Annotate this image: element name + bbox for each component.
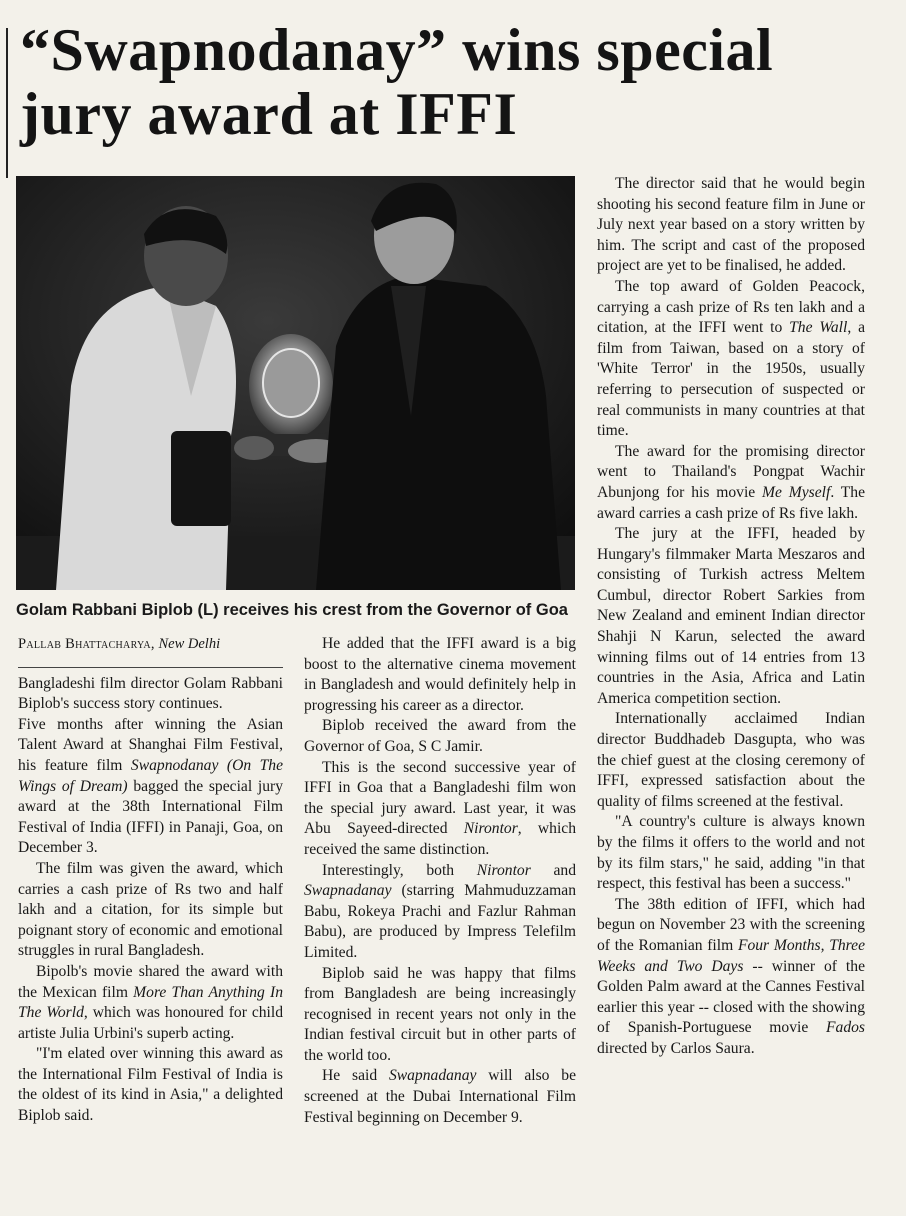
film-title: Swapnadanay	[388, 1067, 477, 1085]
photo-caption: Golam Rabbani Biplob (L) receives his crest from the Governor of Goa	[16, 601, 568, 619]
film-title: Nirontor	[476, 861, 531, 879]
column-rule	[6, 28, 8, 178]
film-title: Fados	[826, 1019, 865, 1037]
paragraph: The top award of Golden Peacock, carrying a cash prize of Rs ten lakh and a citation, at the IFFI went to The Wall, a film from Taiwan, based on a story of 'White Terror' in the 1950s, usually referring to persecution of suspected or real communists in many countries at that time.	[597, 277, 866, 440]
paragraph: This is the second successive year of IFFI in Goa that a Bangladeshi film won the special jury award. Last year, it was Abu Sayeed-directed Nirontor, which received the same distinction.	[304, 758, 576, 858]
paragraph: Biplob said he was happy that films from Bangladesh are being increasingly recognised in recent years not only in the Indian festival circuit but in other parts of the world too.	[304, 964, 576, 1064]
paragraph: The 38th edition of IFFI, which had begun on November 23 with the screening of the Romanian film Four Months, Three Weeks and Two Days -- winner of the Golden Palm award at the Cannes Festival earlier this year -- closed with the showing of Spanish-Portuguese movie Fados directed by Carlos Saura.	[597, 895, 866, 1057]
paragraph: The director said that he would begin shooting his second feature film in June or July next year based on a story written by him. The script and cast of the proposed project are yet to be finalised, he added.	[597, 175, 865, 275]
film-title: Nirontor	[463, 820, 518, 838]
paragraph: "I'm elated over winning this award as the International Film Festival of India is the oldest of its kind in Asia," a delighted Biplob said.	[18, 1045, 283, 1125]
byline-author: Pallab Bhattacharya,	[18, 636, 155, 652]
byline	[18, 634, 283, 668]
film-title: Swapnadanay	[304, 882, 392, 900]
film-title: Me Myself	[762, 483, 831, 501]
photo-illustration	[16, 176, 575, 590]
paragraph: The jury at the IFFI, headed by Hungary's filmmaker Marta Meszaros and consisting of Turkish actress Meltem Cumbul, director Robert Sarkies from New Zealand and eminent Indian director Shahji N Karun, selected the award winning films out of 14 entries from 13 countries in the Asia, Africa and Latin America competition section.	[597, 525, 865, 707]
film-title: Four Months, Three Weeks and Two Days	[597, 936, 866, 975]
paragraph: The award for the promising director went to Thailand's Pongpat Wachir Abunjong for his movie Me Myself. The award carries a cash prize of Rs five lakh.	[597, 442, 865, 522]
article-column-1	[18, 634, 283, 1127]
article-column-2	[304, 634, 576, 1128]
paragraph: Interestingly, both Nirontor and Swapnadanay (starring Mahmuduzzaman Babu, Rokeya Prachi and Fazlur Rahman Babu), are produced by Impress Telefilm Limited.	[304, 861, 576, 961]
paragraph: Biplob received the award from the Governor of Goa, S C Jamir.	[304, 717, 576, 755]
article-column-3	[597, 174, 865, 1060]
paragraph: He added that the IFFI award is a big boost to the alternative cinema movement in Bangladesh and would definitely help in progressing his career as a director.	[304, 635, 576, 714]
paragraph: "A country's culture is always known by the films it offers to the world and not by its film stars," he said, adding "in that respect, this festival has been a success."	[597, 813, 865, 893]
byline-place: New Delhi	[158, 636, 221, 652]
news-photo	[16, 176, 575, 590]
headline: “Swapnodanay” wins special jury award at IFFI	[20, 17, 774, 147]
film-title: Swapnodanay (On The Wings of Dream)	[18, 756, 283, 795]
paragraph: Five months after winning the Asian Talent Award at Shanghai Film Festival, his feature film Swapnodanay (On The Wings of Dream) bagged the special jury award at the 38th International Film Festival of India (IFFI) in Panaji, Goa, on December 3.	[18, 715, 283, 857]
film-title: More Than Anything In The World	[18, 983, 283, 1022]
paragraph: Bangladeshi film director Golam Rabbani Biplob's success story continues.	[18, 674, 283, 713]
paragraph: Bipolb's movie shared the award with the Mexican film More Than Anything In The World, which was honoured for child artiste Julia Urbini's superb acting.	[18, 962, 284, 1042]
paragraph: Internationally acclaimed Indian director Buddhadeb Dasgupta, who was the chief guest at the closing ceremony of IFFI, expressed satisfaction about the quality of films screened at the festival.	[597, 710, 865, 810]
paragraph: The film was given the award, which carries a cash prize of Rs two and half lakh and a citation, for its simple but poignant story of economic and emotional struggles in rural Bangladesh.	[18, 859, 283, 960]
film-title: The Wall	[789, 319, 848, 337]
paragraph: He said Swapnadanay will also be screened at the Dubai International Film Festival beginning on December 9.	[304, 1067, 576, 1126]
